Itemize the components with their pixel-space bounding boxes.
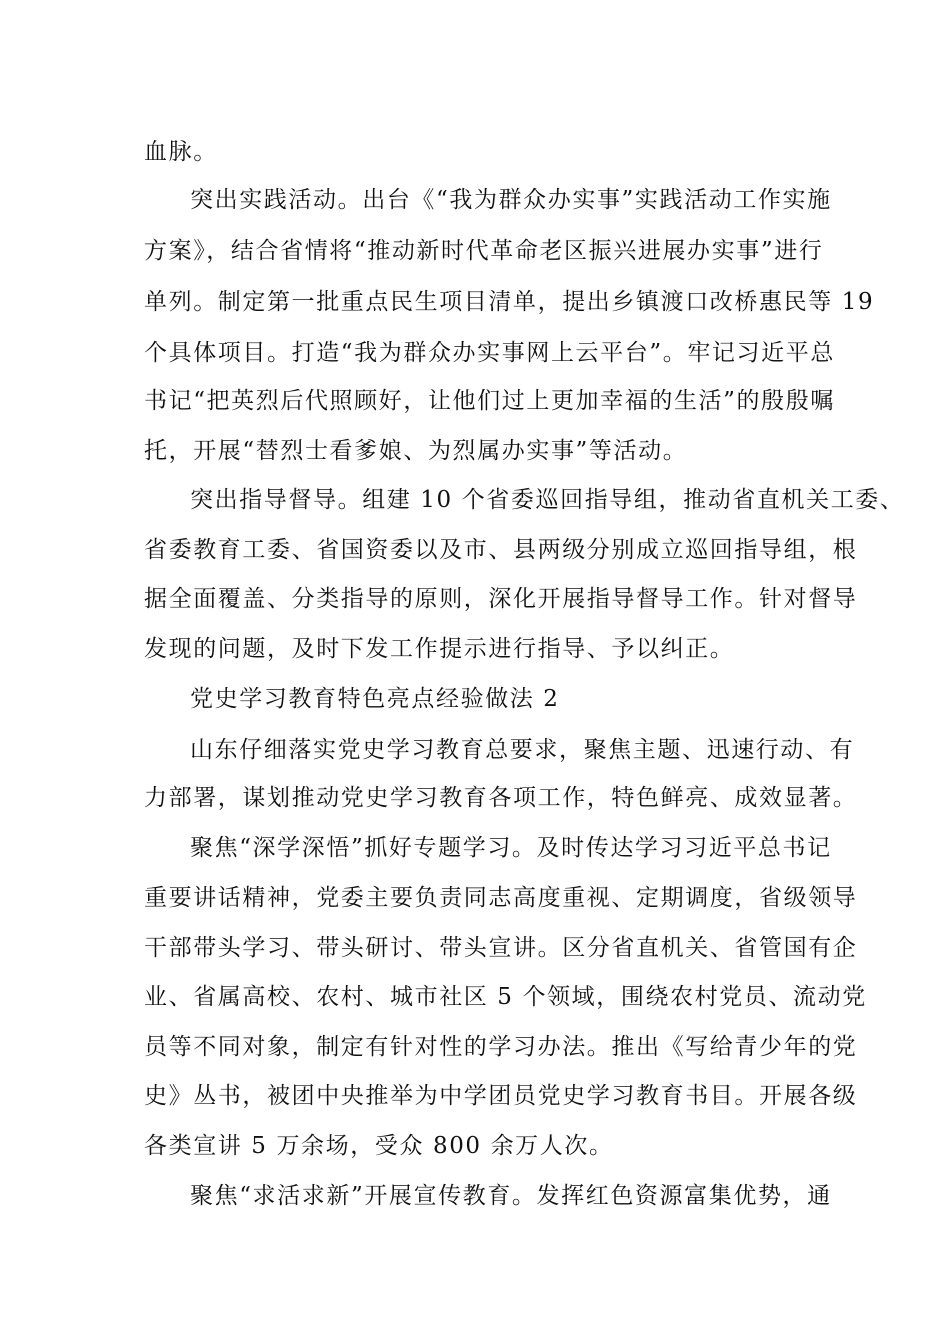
text-line: 业、省属高校、农村、城市社区 5 个领域，围绕农村党员、流动党 [144, 984, 867, 1010]
text-line: 据全面覆盖、分类指导的原则，深化开展指导督导工作。针对督导 [144, 586, 858, 612]
text-line: 血脉。 [144, 139, 218, 165]
text-line: 书记“把英烈后代照顾好，让他们过上更加幸福的生活”的殷殷嘱 [144, 388, 835, 414]
paragraph-start-line: 聚焦“深学深悟”抓好专题学习。及时传达学习习近平总书记 [190, 835, 832, 861]
paragraph-start-line: 突出实践活动。出台《“我为群众办实事”实践活动工作实施 [190, 187, 832, 213]
text-line: 各类宣讲 5 万余场，受众 800 余万人次。 [144, 1133, 614, 1159]
section-heading: 党史学习教育特色亮点经验做法 2 [190, 686, 560, 712]
paragraph-start-line: 聚焦“求活求新”开展宣传教育。发挥红色资源富集优势，通 [190, 1183, 832, 1209]
text-line: 省委教育工委、省国资委以及市、县两级分别成立巡回指导组，根 [144, 537, 858, 563]
text-line: 重要讲话精神，党委主要负责同志高度重视、定期调度，省级领导 [144, 885, 858, 911]
paragraph-start-line: 山东仔细落实党史学习教育总要求，聚焦主题、迅速行动、有 [190, 737, 855, 763]
text-line: 单列。制定第一批重点民生项目清单，提出乡镇渡口改桥惠民等 19 [144, 289, 875, 315]
text-line: 干部带头学习、带头研讨、带头宣讲。区分省直机关、省管国有企 [144, 935, 858, 961]
text-line: 托，开展“替烈士看爹娘、为烈属办实事”等活动。 [144, 438, 688, 464]
text-line: 力部署，谋划推动党史学习教育各项工作，特色鲜亮、成效显著。 [144, 785, 858, 811]
text-line: 发现的问题，及时下发工作提示进行指导、予以纠正。 [144, 636, 735, 662]
paragraph-start-line: 突出指导督导。组建 10 个省委巡回指导组，推动省直机关工委、 [190, 487, 905, 513]
text-line: 史》丛书，被团中央推举为中学团员党史学习教育书目。开展各级 [144, 1083, 858, 1109]
text-line: 员等不同对象，制定有针对性的学习办法。推出《写给青少年的党 [144, 1034, 858, 1060]
text-line: 方案》，结合省情将“推动新时代革命老区振兴进展办实事”进行 [144, 238, 824, 264]
text-line: 个具体项目。打造“我为群众办实事网上云平台”。牢记习近平总 [144, 340, 835, 366]
